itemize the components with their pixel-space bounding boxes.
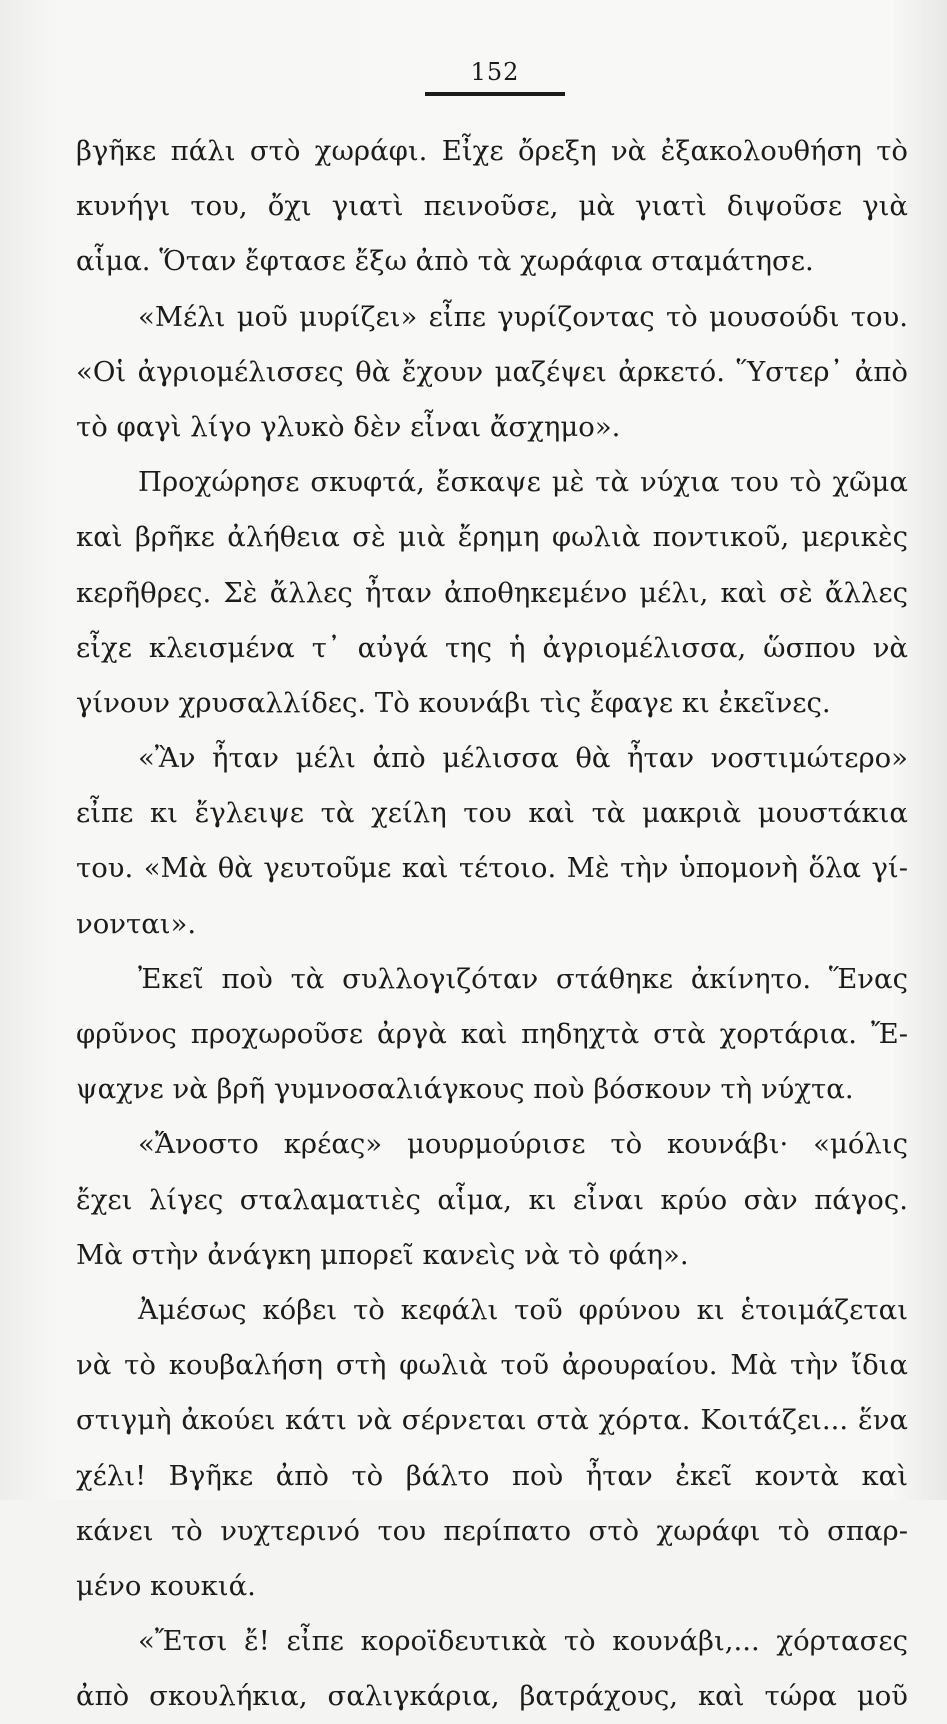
text-line: του. «Μὰ θὰ γευτοῦμε καὶ τέτοιο. Μὲ τὴν ὑπομονὴ ὅλα γί- xyxy=(76,852,908,885)
text-line: στιγμὴ ἀκούει κάτι νὰ σέρνεται στὰ χόρτα. Κοιτάζει... ἕνα xyxy=(76,1404,908,1437)
text-line: Ἐκεῖ ποὺ τὰ συλλογιζόταν στάθηκε ἀκίνητο. Ἕνας xyxy=(138,962,908,995)
text-line: εἶπε κι ἔγλειψε τὰ χείλη του καὶ τὰ μακριὰ μουστάκια xyxy=(76,797,908,830)
text-line: Ἀμέσως κόβει τὸ κεφάλι τοῦ φρύνου κι ἑτοιμάζεται xyxy=(138,1293,908,1326)
text-line: Προχώρησε σκυφτά, ἔσκαψε μὲ τὰ νύχια του τὸ χῶμα xyxy=(138,466,908,499)
text-line: γίνουν χρυσαλλίδες. Τὸ κουνάβι τὶς ἔφαγε κι ἐκεῖνες. xyxy=(76,686,831,719)
text-line: «Οἱ ἀγριομέλισσες θὰ ἔχουν μαζέψει ἀρκετό. Ὕστερ᾽ ἀπὸ xyxy=(76,355,908,388)
text-line: Μὰ στὴν ἀνάγκη μπορεῖ κανεὶς νὰ τὸ φάη». xyxy=(76,1238,689,1271)
text-line: αἷμα. Ὅταν ἔφτασε ἔξω ἀπὸ τὰ χωράφια σταμάτησε. xyxy=(76,245,814,278)
text-line: νονται». xyxy=(76,907,197,940)
text-line: «Ἄνοστο κρέας» μουρμούρισε τὸ κουνάβι· «μόλις xyxy=(138,1128,908,1161)
text-line: νὰ τὸ κουβαλήση στὴ φωλιὰ τοῦ ἀρουραίου. Μὰ τὴν ἴδια xyxy=(76,1349,908,1382)
text-line: κάνει τὸ νυχτερινό του περίπατο στὸ χωράφι τὸ σπαρ- xyxy=(76,1514,908,1547)
text-line: «Μέλι μοῦ μυρίζει» εἶπε γυρίζοντας τὸ μουσούδι του. xyxy=(138,300,908,333)
text-line: «Ἔτσι ἔ! εἶπε κοροϊδευτικὰ τὸ κουνάβι,... χόρτασες xyxy=(138,1625,908,1658)
text-line: φρῦνος προχωροῦσε ἀργὰ καὶ πηδηχτὰ στὰ χορτάρια. Ἔ- xyxy=(76,1018,908,1050)
text-line: «Ἂν ἦταν μέλι ἀπὸ μέλισσα θὰ ἦταν νοστιμώτερο» xyxy=(138,742,908,775)
text-line: καὶ βρῆκε ἀλήθεια σὲ μιὰ ἔρημη φωλιὰ ποντικοῦ, μερικὲς xyxy=(76,521,908,554)
text-line: εἶχε κλεισμένα τ᾽ αὐγά της ἡ ἀγριομέλισσα, ὥσπου νὰ xyxy=(76,631,908,664)
text-line: τὸ φαγὶ λίγο γλυκὸ δὲν εἶναι ἄσχημο». xyxy=(76,410,621,443)
text-line: βγῆκε πάλι στὸ χωράφι. Εἶχε ὄρεξη νὰ ἐξακολουθήση τὸ xyxy=(76,135,908,167)
body-text xyxy=(76,124,908,1724)
header-rule xyxy=(425,92,565,96)
page-number: 152 xyxy=(470,58,520,86)
text-line: μένο κουκιά. xyxy=(76,1569,256,1602)
text-line: χέλι! Βγῆκε ἀπὸ τὸ βάλτο ποὺ ἦταν ἐκεῖ κοντὰ καὶ xyxy=(76,1459,908,1492)
text-line: κυνήγι του, ὄχι γιατὶ πεινοῦσε, μὰ γιατὶ διψοῦσε γιὰ xyxy=(76,190,908,223)
text-line: κερῆθρες. Σὲ ἄλλες ἦταν ἀποθηκεμένο μέλι, καὶ σὲ ἄλλες xyxy=(76,576,908,609)
text-line: ἔχει λίγες σταλαματιὲς αἷμα, κι εἶναι κρύο σὰν πάγος. xyxy=(76,1183,908,1216)
text-line: ψαχνε νὰ βρῆ γυμνοσαλιάγκους ποὺ βόσκουν τὴ νύχτα. xyxy=(76,1073,854,1106)
text-line: ἀπὸ σκουλήκια, σαλιγκάρια, βατράχους, καὶ τώρα μοῦ xyxy=(76,1680,908,1713)
